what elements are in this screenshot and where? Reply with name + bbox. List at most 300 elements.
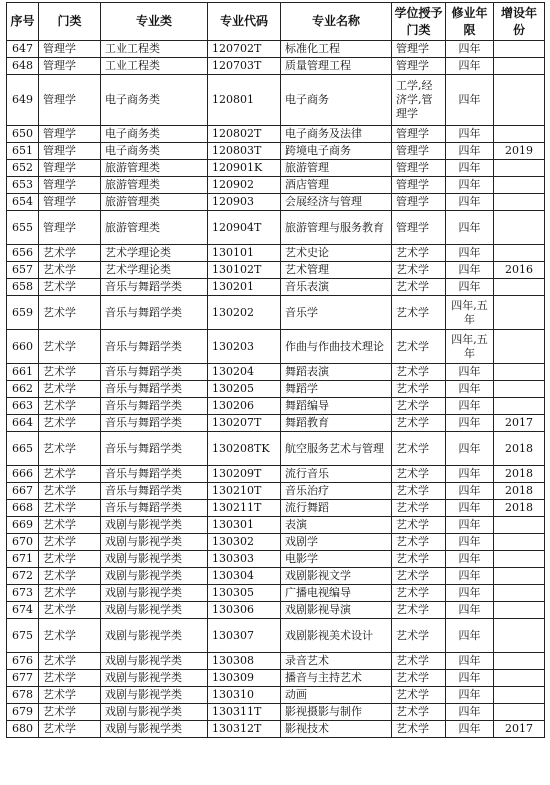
major-code-cell: 120902 — [208, 177, 281, 194]
duration-cell: 四年,五年 — [446, 330, 494, 364]
major-code-cell: 120802T — [208, 126, 281, 143]
degree-cell: 艺术学 — [392, 704, 446, 721]
category-cell: 艺术学 — [39, 483, 101, 500]
major-name-cell: 播音与主持艺术 — [281, 670, 392, 687]
degree-cell: 管理学 — [392, 194, 446, 211]
year-added-cell — [494, 568, 545, 585]
major-code-cell: 130202 — [208, 296, 281, 330]
duration-cell: 四年 — [446, 619, 494, 653]
major-code-cell: 120901K — [208, 160, 281, 177]
degree-cell: 艺术学 — [392, 721, 446, 738]
category-cell: 艺术学 — [39, 602, 101, 619]
table-row — [7, 364, 545, 381]
seq-cell: 661 — [7, 364, 39, 381]
degree-cell: 管理学 — [392, 41, 446, 58]
major-name-cell: 广播电视编导 — [281, 585, 392, 602]
category-cell: 艺术学 — [39, 500, 101, 517]
major-class-cell: 电子商务类 — [101, 143, 208, 160]
seq-cell: 670 — [7, 534, 39, 551]
category-cell: 艺术学 — [39, 330, 101, 364]
table-row — [7, 177, 545, 194]
seq-cell: 653 — [7, 177, 39, 194]
category-cell: 管理学 — [39, 41, 101, 58]
major-name-cell: 电影学 — [281, 551, 392, 568]
header-seq: 序号 — [7, 3, 39, 41]
year-added-cell — [494, 160, 545, 177]
major-class-cell: 戏剧与影视学类 — [101, 585, 208, 602]
degree-cell: 艺术学 — [392, 466, 446, 483]
degree-cell: 管理学 — [392, 177, 446, 194]
year-added-cell — [494, 670, 545, 687]
seq-cell: 655 — [7, 211, 39, 245]
category-cell: 艺术学 — [39, 704, 101, 721]
category-cell: 艺术学 — [39, 398, 101, 415]
seq-cell: 672 — [7, 568, 39, 585]
major-class-cell: 戏剧与影视学类 — [101, 670, 208, 687]
seq-cell: 669 — [7, 517, 39, 534]
major-class-cell: 旅游管理类 — [101, 194, 208, 211]
major-class-cell: 音乐与舞蹈学类 — [101, 432, 208, 466]
major-name-cell: 跨境电子商务 — [281, 143, 392, 160]
seq-cell: 647 — [7, 41, 39, 58]
degree-cell: 艺术学 — [392, 585, 446, 602]
major-name-cell: 作曲与作曲技术理论 — [281, 330, 392, 364]
duration-cell: 四年 — [446, 466, 494, 483]
duration-cell: 四年 — [446, 177, 494, 194]
degree-cell: 艺术学 — [392, 687, 446, 704]
header-major-name: 专业名称 — [281, 3, 392, 41]
duration-cell: 四年 — [446, 670, 494, 687]
category-cell: 管理学 — [39, 75, 101, 126]
major-code-cell: 130101 — [208, 245, 281, 262]
table-row — [7, 143, 545, 160]
table-row — [7, 721, 545, 738]
header-major-code: 专业代码 — [208, 3, 281, 41]
degree-cell: 管理学 — [392, 160, 446, 177]
table-row — [7, 602, 545, 619]
seq-cell: 673 — [7, 585, 39, 602]
degree-cell: 艺术学 — [392, 415, 446, 432]
table-row — [7, 296, 545, 330]
major-code-cell: 120803T — [208, 143, 281, 160]
table-row — [7, 670, 545, 687]
duration-cell: 四年 — [446, 41, 494, 58]
category-cell: 艺术学 — [39, 432, 101, 466]
major-class-cell: 戏剧与影视学类 — [101, 687, 208, 704]
major-class-cell: 戏剧与影视学类 — [101, 517, 208, 534]
major-name-cell: 质量管理工程 — [281, 58, 392, 75]
degree-cell: 艺术学 — [392, 279, 446, 296]
major-class-cell: 艺术学理论类 — [101, 245, 208, 262]
year-added-cell: 2017 — [494, 721, 545, 738]
duration-cell: 四年,五年 — [446, 296, 494, 330]
category-cell: 艺术学 — [39, 687, 101, 704]
majors-table — [6, 2, 545, 738]
major-code-cell: 130301 — [208, 517, 281, 534]
year-added-cell: 2017 — [494, 415, 545, 432]
category-cell: 管理学 — [39, 58, 101, 75]
category-cell: 艺术学 — [39, 279, 101, 296]
major-code-cell: 130305 — [208, 585, 281, 602]
category-cell: 艺术学 — [39, 381, 101, 398]
major-code-cell: 130309 — [208, 670, 281, 687]
seq-cell: 651 — [7, 143, 39, 160]
degree-cell: 艺术学 — [392, 483, 446, 500]
duration-cell: 四年 — [446, 160, 494, 177]
table-row — [7, 126, 545, 143]
major-name-cell: 流行音乐 — [281, 466, 392, 483]
major-code-cell: 130206 — [208, 398, 281, 415]
major-name-cell: 戏剧学 — [281, 534, 392, 551]
duration-cell: 四年 — [446, 194, 494, 211]
major-code-cell: 130201 — [208, 279, 281, 296]
year-added-cell — [494, 279, 545, 296]
major-class-cell: 戏剧与影视学类 — [101, 704, 208, 721]
year-added-cell: 2019 — [494, 143, 545, 160]
degree-cell: 艺术学 — [392, 534, 446, 551]
duration-cell: 四年 — [446, 245, 494, 262]
category-cell: 艺术学 — [39, 670, 101, 687]
duration-cell: 四年 — [446, 58, 494, 75]
category-cell: 艺术学 — [39, 534, 101, 551]
major-name-cell: 航空服务艺术与管理 — [281, 432, 392, 466]
seq-cell: 649 — [7, 75, 39, 126]
seq-cell: 675 — [7, 619, 39, 653]
degree-cell: 艺术学 — [392, 568, 446, 585]
major-code-cell: 130303 — [208, 551, 281, 568]
table-row — [7, 687, 545, 704]
year-added-cell: 2018 — [494, 466, 545, 483]
major-class-cell: 工业工程类 — [101, 41, 208, 58]
major-class-cell: 旅游管理类 — [101, 177, 208, 194]
table-body — [7, 41, 545, 738]
category-cell: 管理学 — [39, 177, 101, 194]
degree-cell: 艺术学 — [392, 381, 446, 398]
seq-cell: 680 — [7, 721, 39, 738]
category-cell: 艺术学 — [39, 364, 101, 381]
major-name-cell: 酒店管理 — [281, 177, 392, 194]
duration-cell: 四年 — [446, 381, 494, 398]
table-row — [7, 466, 545, 483]
major-code-cell: 120903 — [208, 194, 281, 211]
duration-cell: 四年 — [446, 262, 494, 279]
seq-cell: 665 — [7, 432, 39, 466]
year-added-cell — [494, 653, 545, 670]
major-code-cell: 130210T — [208, 483, 281, 500]
major-code-cell: 130307 — [208, 619, 281, 653]
degree-cell: 艺术学 — [392, 398, 446, 415]
major-name-cell: 戏剧影视导演 — [281, 602, 392, 619]
seq-cell: 671 — [7, 551, 39, 568]
table-row — [7, 41, 545, 58]
degree-cell: 艺术学 — [392, 500, 446, 517]
major-name-cell: 戏剧影视美术设计 — [281, 619, 392, 653]
degree-cell: 艺术学 — [392, 364, 446, 381]
major-name-cell: 戏剧影视文学 — [281, 568, 392, 585]
header-row — [7, 3, 545, 41]
duration-cell: 四年 — [446, 534, 494, 551]
table-row — [7, 58, 545, 75]
major-class-cell: 戏剧与影视学类 — [101, 534, 208, 551]
major-name-cell: 音乐表演 — [281, 279, 392, 296]
table-row — [7, 534, 545, 551]
major-name-cell: 录音艺术 — [281, 653, 392, 670]
duration-cell: 四年 — [446, 704, 494, 721]
major-code-cell: 130304 — [208, 568, 281, 585]
year-added-cell — [494, 517, 545, 534]
seq-cell: 650 — [7, 126, 39, 143]
year-added-cell — [494, 41, 545, 58]
category-cell: 管理学 — [39, 194, 101, 211]
duration-cell: 四年 — [446, 75, 494, 126]
major-code-cell: 130310 — [208, 687, 281, 704]
major-code-cell: 130311T — [208, 704, 281, 721]
degree-cell: 艺术学 — [392, 262, 446, 279]
major-class-cell: 旅游管理类 — [101, 211, 208, 245]
table-row — [7, 432, 545, 466]
major-code-cell: 130205 — [208, 381, 281, 398]
duration-cell: 四年 — [446, 500, 494, 517]
seq-cell: 652 — [7, 160, 39, 177]
major-name-cell: 影视技术 — [281, 721, 392, 738]
table-row — [7, 262, 545, 279]
duration-cell: 四年 — [446, 483, 494, 500]
major-code-cell: 130209T — [208, 466, 281, 483]
duration-cell: 四年 — [446, 585, 494, 602]
table-row — [7, 415, 545, 432]
major-name-cell: 舞蹈学 — [281, 381, 392, 398]
degree-cell: 艺术学 — [392, 330, 446, 364]
degree-cell: 管理学 — [392, 58, 446, 75]
duration-cell: 四年 — [446, 279, 494, 296]
year-added-cell — [494, 296, 545, 330]
table-row — [7, 653, 545, 670]
table-row — [7, 619, 545, 653]
major-class-cell: 音乐与舞蹈学类 — [101, 296, 208, 330]
degree-cell: 艺术学 — [392, 602, 446, 619]
major-code-cell: 130204 — [208, 364, 281, 381]
major-class-cell: 音乐与舞蹈学类 — [101, 483, 208, 500]
year-added-cell — [494, 126, 545, 143]
major-name-cell: 音乐治疗 — [281, 483, 392, 500]
major-class-cell: 音乐与舞蹈学类 — [101, 415, 208, 432]
year-added-cell — [494, 364, 545, 381]
major-name-cell: 电子商务 — [281, 75, 392, 126]
major-class-cell: 旅游管理类 — [101, 160, 208, 177]
category-cell: 艺术学 — [39, 721, 101, 738]
year-added-cell — [494, 534, 545, 551]
category-cell: 管理学 — [39, 126, 101, 143]
category-cell: 艺术学 — [39, 517, 101, 534]
seq-cell: 679 — [7, 704, 39, 721]
major-class-cell: 戏剧与影视学类 — [101, 653, 208, 670]
category-cell: 艺术学 — [39, 585, 101, 602]
major-class-cell: 音乐与舞蹈学类 — [101, 466, 208, 483]
seq-cell: 663 — [7, 398, 39, 415]
duration-cell: 四年 — [446, 568, 494, 585]
table-row — [7, 551, 545, 568]
seq-cell: 662 — [7, 381, 39, 398]
degree-cell: 艺术学 — [392, 245, 446, 262]
major-code-cell: 120702T — [208, 41, 281, 58]
seq-cell: 657 — [7, 262, 39, 279]
degree-cell: 艺术学 — [392, 653, 446, 670]
duration-cell: 四年 — [446, 602, 494, 619]
major-name-cell: 标准化工程 — [281, 41, 392, 58]
duration-cell: 四年 — [446, 415, 494, 432]
major-class-cell: 工业工程类 — [101, 58, 208, 75]
seq-cell: 667 — [7, 483, 39, 500]
seq-cell: 677 — [7, 670, 39, 687]
year-added-cell: 2016 — [494, 262, 545, 279]
degree-cell: 管理学 — [392, 126, 446, 143]
table-row — [7, 330, 545, 364]
duration-cell: 四年 — [446, 398, 494, 415]
table-row — [7, 398, 545, 415]
degree-cell: 艺术学 — [392, 670, 446, 687]
seq-cell: 656 — [7, 245, 39, 262]
table-row — [7, 160, 545, 177]
seq-cell: 676 — [7, 653, 39, 670]
major-class-cell: 戏剧与影视学类 — [101, 602, 208, 619]
major-class-cell: 电子商务类 — [101, 75, 208, 126]
year-added-cell: 2018 — [494, 483, 545, 500]
table-row — [7, 517, 545, 534]
major-name-cell: 艺术史论 — [281, 245, 392, 262]
table-row — [7, 245, 545, 262]
duration-cell: 四年 — [446, 551, 494, 568]
duration-cell: 四年 — [446, 126, 494, 143]
major-name-cell: 表演 — [281, 517, 392, 534]
year-added-cell — [494, 381, 545, 398]
category-cell: 艺术学 — [39, 466, 101, 483]
header-year-added: 增设年份 — [494, 3, 545, 41]
seq-cell: 648 — [7, 58, 39, 75]
header-duration: 修业年限 — [446, 3, 494, 41]
category-cell: 艺术学 — [39, 415, 101, 432]
year-added-cell — [494, 177, 545, 194]
major-name-cell: 音乐学 — [281, 296, 392, 330]
category-cell: 管理学 — [39, 143, 101, 160]
category-cell: 艺术学 — [39, 296, 101, 330]
degree-cell: 艺术学 — [392, 432, 446, 466]
category-cell: 艺术学 — [39, 245, 101, 262]
degree-cell: 工学,经济学,管理学 — [392, 75, 446, 126]
table-row — [7, 704, 545, 721]
major-class-cell: 戏剧与影视学类 — [101, 551, 208, 568]
table-row — [7, 211, 545, 245]
major-code-cell: 120904T — [208, 211, 281, 245]
category-cell: 艺术学 — [39, 551, 101, 568]
year-added-cell — [494, 211, 545, 245]
major-code-cell: 120703T — [208, 58, 281, 75]
major-name-cell: 旅游管理与服务教育 — [281, 211, 392, 245]
year-added-cell: 2018 — [494, 432, 545, 466]
duration-cell: 四年 — [446, 432, 494, 466]
year-added-cell — [494, 330, 545, 364]
seq-cell: 674 — [7, 602, 39, 619]
year-added-cell — [494, 398, 545, 415]
duration-cell: 四年 — [446, 211, 494, 245]
seq-cell: 654 — [7, 194, 39, 211]
major-name-cell: 艺术管理 — [281, 262, 392, 279]
seq-cell: 659 — [7, 296, 39, 330]
year-added-cell — [494, 194, 545, 211]
category-cell: 管理学 — [39, 211, 101, 245]
major-class-cell: 戏剧与影视学类 — [101, 619, 208, 653]
seq-cell: 658 — [7, 279, 39, 296]
duration-cell: 四年 — [446, 653, 494, 670]
year-added-cell — [494, 687, 545, 704]
duration-cell: 四年 — [446, 517, 494, 534]
major-name-cell: 动画 — [281, 687, 392, 704]
header-category: 门类 — [39, 3, 101, 41]
category-cell: 艺术学 — [39, 619, 101, 653]
major-class-cell: 音乐与舞蹈学类 — [101, 364, 208, 381]
year-added-cell — [494, 58, 545, 75]
major-code-cell: 130207T — [208, 415, 281, 432]
table-row — [7, 194, 545, 211]
major-class-cell: 戏剧与影视学类 — [101, 721, 208, 738]
major-code-cell: 120801 — [208, 75, 281, 126]
degree-cell: 艺术学 — [392, 517, 446, 534]
major-code-cell: 130102T — [208, 262, 281, 279]
year-added-cell — [494, 619, 545, 653]
degree-cell: 管理学 — [392, 211, 446, 245]
year-added-cell — [494, 551, 545, 568]
year-added-cell: 2018 — [494, 500, 545, 517]
major-name-cell: 影视摄影与制作 — [281, 704, 392, 721]
duration-cell: 四年 — [446, 364, 494, 381]
major-code-cell: 130308 — [208, 653, 281, 670]
degree-cell: 管理学 — [392, 143, 446, 160]
major-class-cell: 戏剧与影视学类 — [101, 568, 208, 585]
year-added-cell — [494, 602, 545, 619]
seq-cell: 666 — [7, 466, 39, 483]
major-class-cell: 电子商务类 — [101, 126, 208, 143]
seq-cell: 678 — [7, 687, 39, 704]
seq-cell: 664 — [7, 415, 39, 432]
table-row — [7, 585, 545, 602]
degree-cell: 艺术学 — [392, 619, 446, 653]
major-name-cell: 流行舞蹈 — [281, 500, 392, 517]
major-code-cell: 130312T — [208, 721, 281, 738]
major-name-cell: 会展经济与管理 — [281, 194, 392, 211]
major-name-cell: 舞蹈编导 — [281, 398, 392, 415]
degree-cell: 艺术学 — [392, 296, 446, 330]
degree-cell: 艺术学 — [392, 551, 446, 568]
major-code-cell: 130306 — [208, 602, 281, 619]
major-class-cell: 音乐与舞蹈学类 — [101, 279, 208, 296]
major-name-cell: 旅游管理 — [281, 160, 392, 177]
major-class-cell: 音乐与舞蹈学类 — [101, 500, 208, 517]
header-major-class: 专业类 — [101, 3, 208, 41]
duration-cell: 四年 — [446, 721, 494, 738]
major-name-cell: 电子商务及法律 — [281, 126, 392, 143]
duration-cell: 四年 — [446, 687, 494, 704]
major-name-cell: 舞蹈教育 — [281, 415, 392, 432]
duration-cell: 四年 — [446, 143, 494, 160]
major-class-cell: 艺术学理论类 — [101, 262, 208, 279]
table-row — [7, 500, 545, 517]
table-row — [7, 483, 545, 500]
year-added-cell — [494, 245, 545, 262]
table-row — [7, 279, 545, 296]
major-class-cell: 音乐与舞蹈学类 — [101, 330, 208, 364]
category-cell: 艺术学 — [39, 262, 101, 279]
table-row — [7, 381, 545, 398]
major-code-cell: 130208TK — [208, 432, 281, 466]
